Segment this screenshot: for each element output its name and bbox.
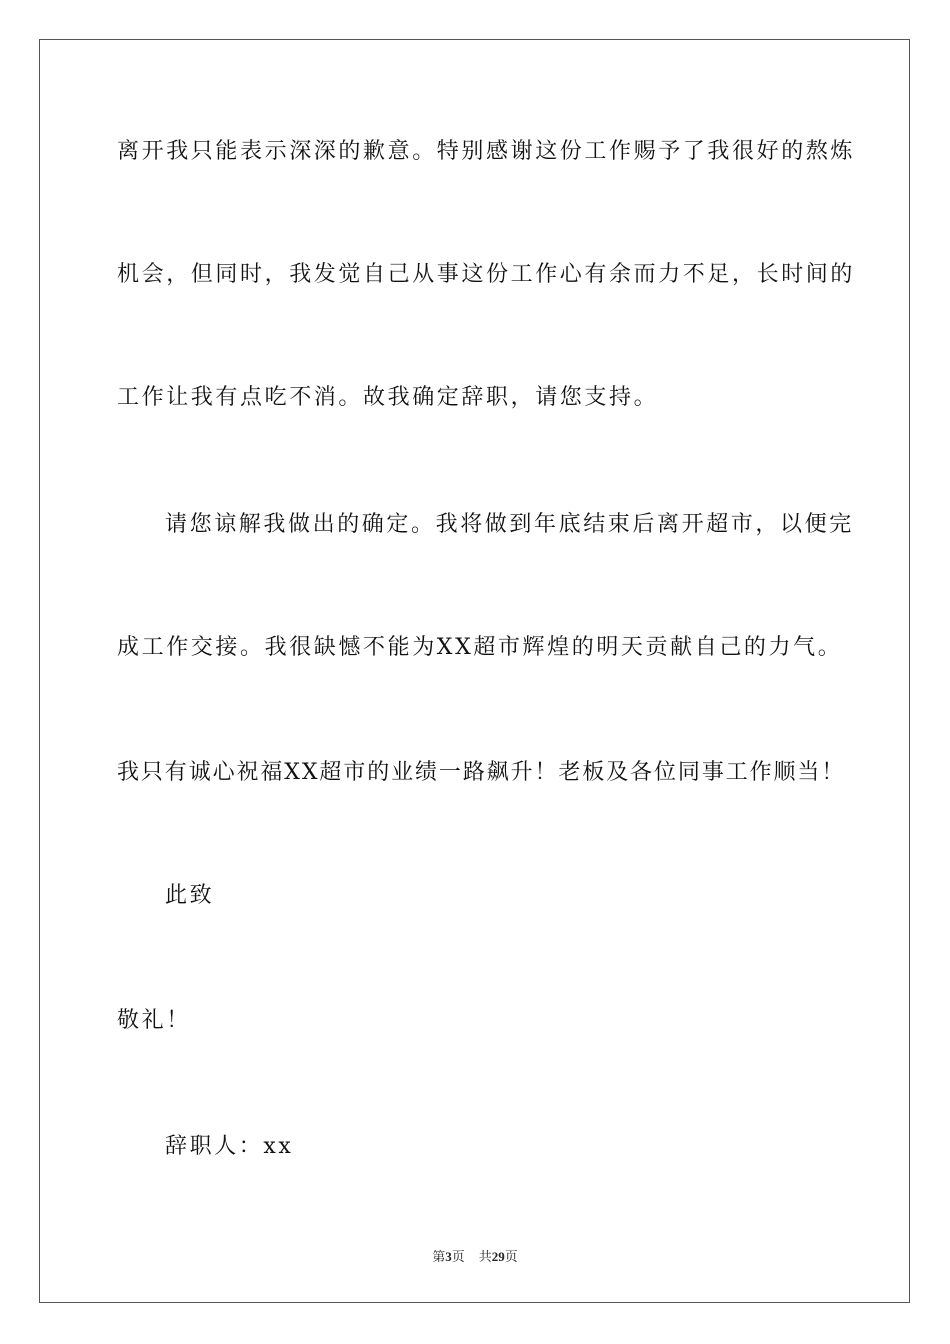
body-line-1: 离开我只能表示深深的歉意。特别感谢这份工作赐予了我很好的熬炼: [117, 139, 856, 164]
body-line-6: 我只有诚心祝福XX超市的业绩一路飙升！老板及各位同事工作顺当！: [117, 760, 846, 785]
page-prefix: 第: [432, 1250, 446, 1265]
page-footer: [0, 1248, 950, 1267]
body-line-3: 工作让我有点吃不消。故我确定辞职，请您支持。: [117, 385, 659, 410]
body-line-5: 成工作交接。我很缺憾不能为XX超市辉煌的明天贡献自己的力气。: [117, 635, 843, 660]
total-suffix: 页: [504, 1250, 518, 1265]
body-line-2: 机会，但同时，我发觉自己从事这份工作心有余而力不足，长时间的: [117, 262, 856, 287]
signature-line: 辞职人：xx: [165, 1134, 294, 1159]
page-frame: [39, 39, 910, 1303]
total-prefix: 共: [478, 1250, 492, 1265]
body-line-4: 请您谅解我做出的确定。我将做到年底结束后离开超市，以便完: [165, 512, 854, 537]
page-suffix: 页: [451, 1250, 465, 1265]
page-number: 3: [445, 1249, 452, 1264]
closing-salutation: 此致: [165, 883, 215, 908]
total-pages: 29: [491, 1249, 505, 1264]
closing-regards: 敬礼！: [117, 1008, 191, 1033]
